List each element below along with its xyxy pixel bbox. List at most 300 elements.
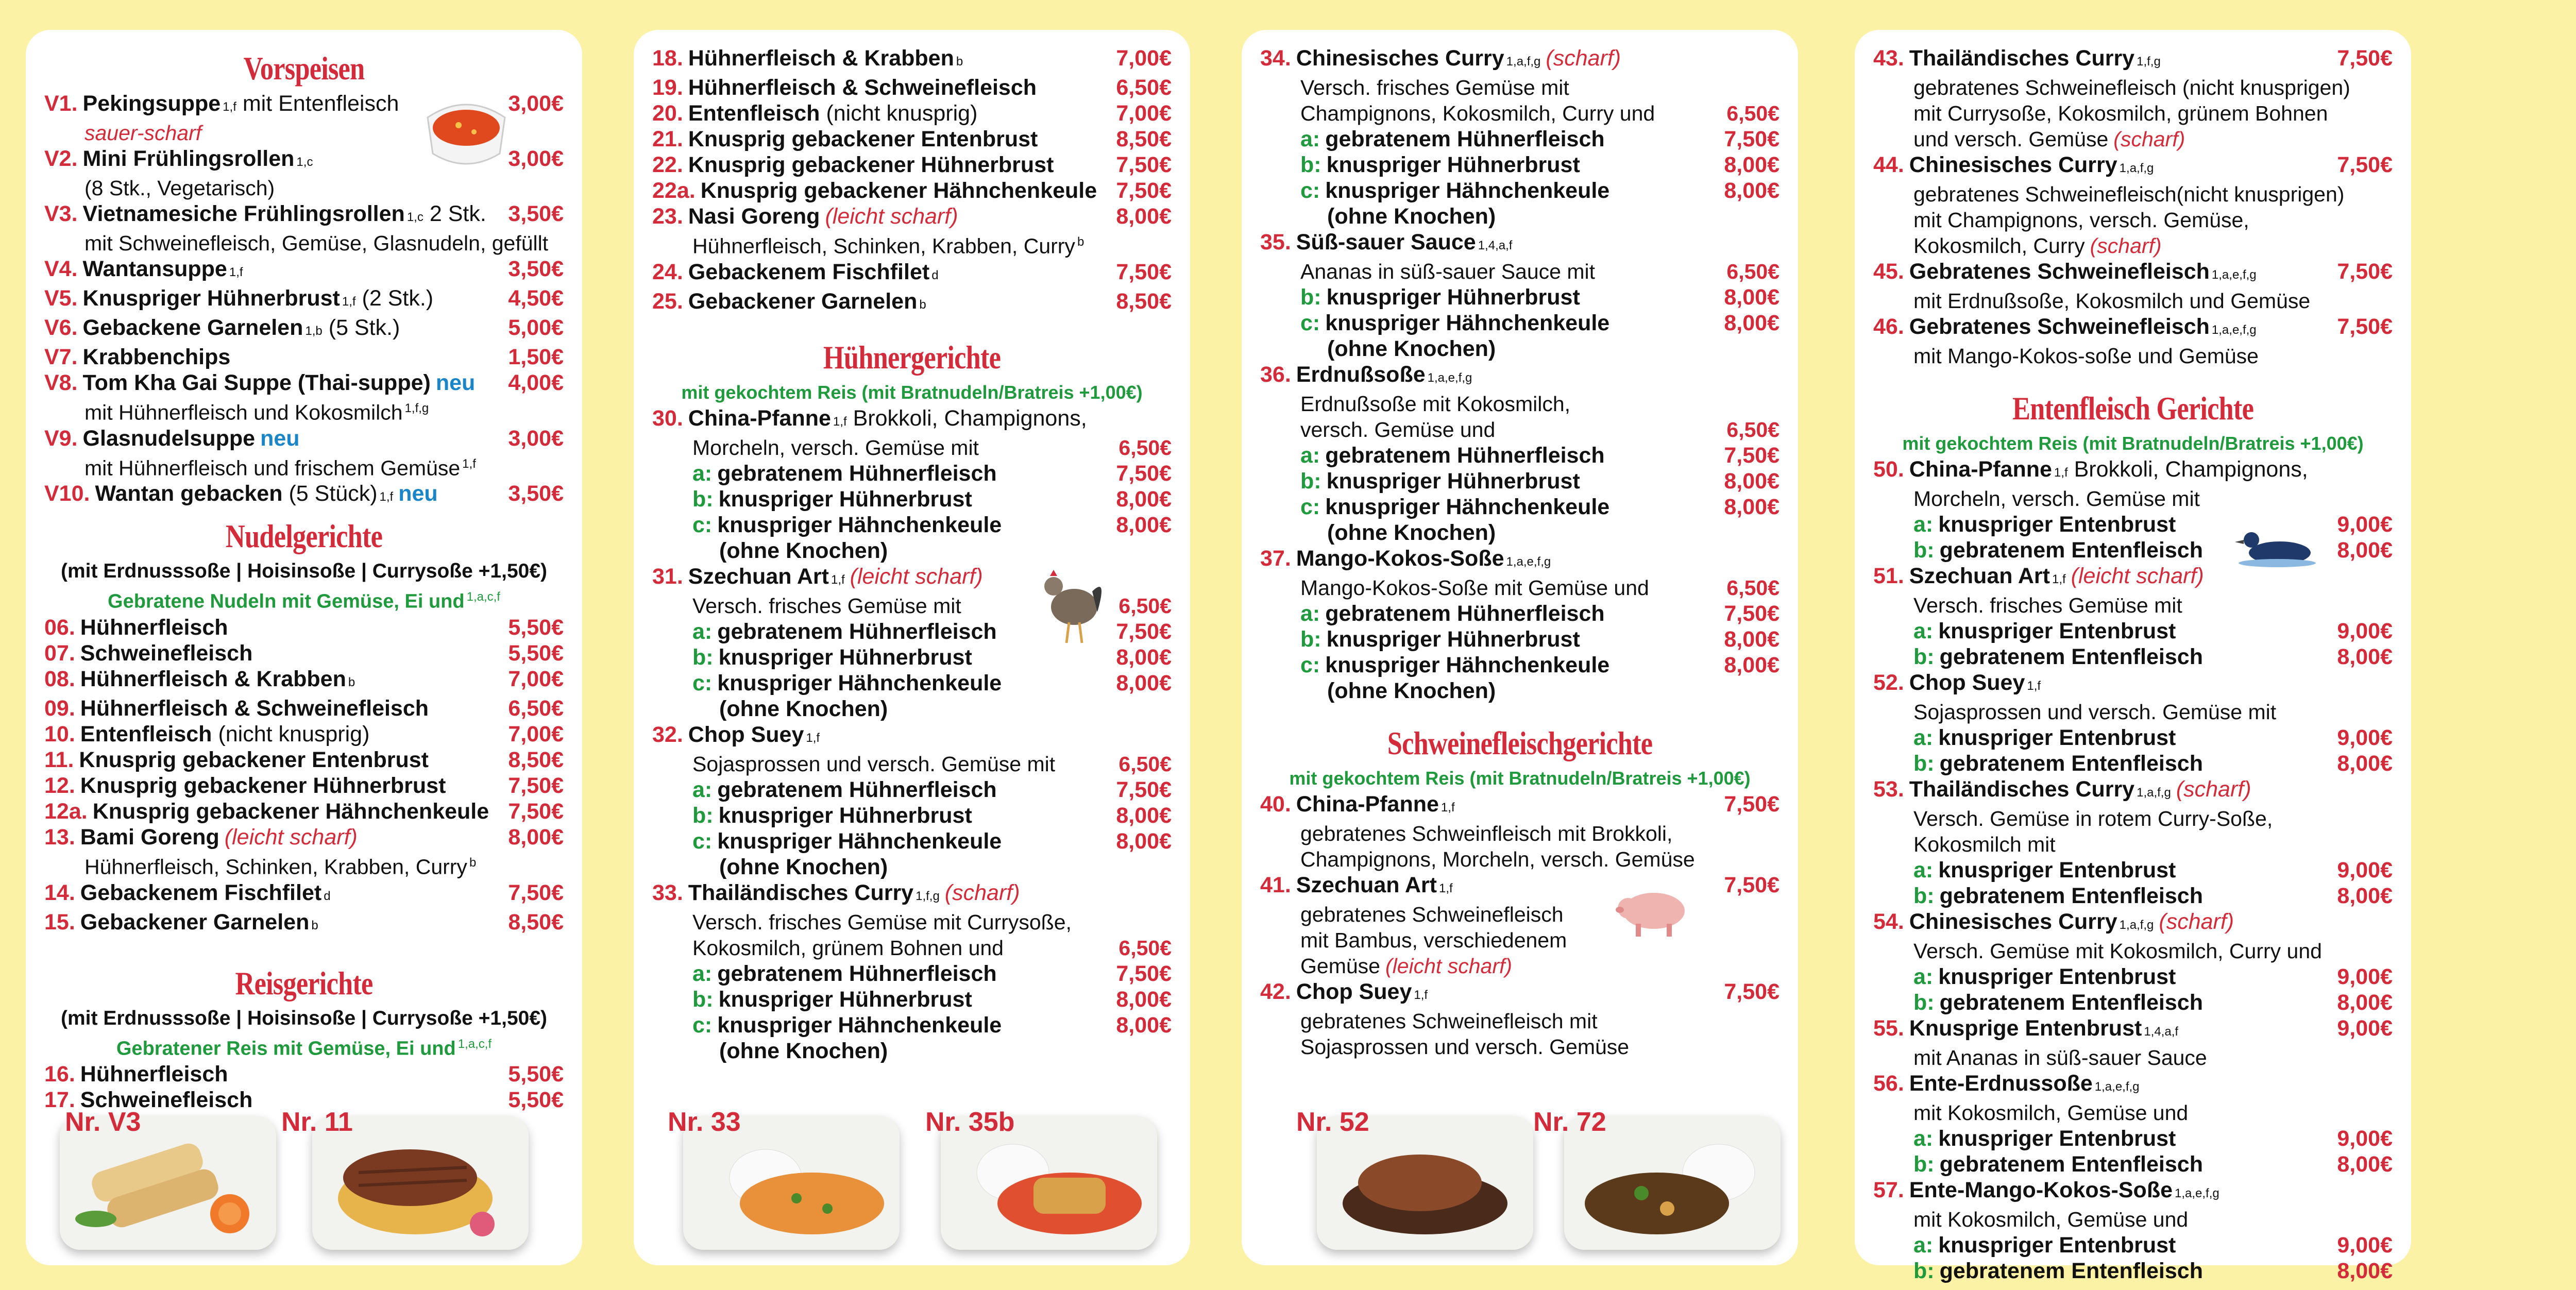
option-letter: c: <box>692 1012 713 1038</box>
description-text: mit Hühnerfleisch und Kokosmilch <box>84 400 403 425</box>
item-number: 13. <box>44 824 75 850</box>
option-letter: b: <box>692 486 714 512</box>
item-name: Knusprig gebackener Hähnchenkeule <box>700 178 1097 203</box>
menu-item <box>1873 1177 2393 1207</box>
description-text: Morcheln, versch. Gemüse mit <box>1913 487 2200 511</box>
item-name: Hühnerfleisch & Schweinefleisch <box>80 695 429 721</box>
item-name: Ente-Mango-Kokos-Soße <box>1909 1178 2173 1202</box>
item-option <box>652 987 1172 1012</box>
item-description <box>1260 1008 1780 1034</box>
item-description <box>1873 126 2393 152</box>
new-badge: neu <box>398 481 438 506</box>
option-letter: c: <box>692 828 713 854</box>
item-note: (2 Stk.) <box>362 286 434 311</box>
item-number: 51. <box>1873 564 1904 588</box>
item-name: Szechuan Art <box>688 564 829 589</box>
option-price: 9,00€ <box>2337 1233 2393 1258</box>
item-number: 22. <box>652 152 683 177</box>
option-letter: a: <box>692 619 713 644</box>
item-name: Gebackener Garnelen <box>688 288 918 314</box>
item-description <box>652 229 1172 259</box>
item-option <box>652 486 1172 512</box>
menu-item <box>44 615 564 640</box>
description-text: mit Currysoße, Kokosmilch, grünem Bohnen <box>1913 101 2328 125</box>
menu-item <box>652 288 1172 318</box>
item-number: 31. <box>652 564 683 589</box>
item-note: Brokkoli, Champignons, <box>2074 457 2308 482</box>
menu-item <box>652 152 1172 178</box>
item-number: 11. <box>44 747 74 772</box>
allergen-codes: 1,a,f,g <box>2119 918 2154 932</box>
option-name: gebratenem Hühnerfleisch <box>717 619 997 644</box>
description-text: mit Ananas in süß-sauer Sauce <box>1913 1046 2207 1070</box>
description-text: (ohne Knochen) <box>1327 678 1496 703</box>
option-price: 8,00€ <box>1116 670 1172 695</box>
option-letter: b: <box>1913 1152 1935 1177</box>
option-price: 7,50€ <box>1724 443 1780 468</box>
photo-label: Nr. V3 <box>65 1107 141 1137</box>
item-price: 5,50€ <box>508 1062 564 1087</box>
menu-item <box>44 880 564 909</box>
menu-item <box>44 773 564 799</box>
item-number: 44. <box>1873 152 1904 177</box>
item-description <box>1260 927 1780 953</box>
item-name: Ente-Erdnussoße <box>1909 1071 2093 1096</box>
item-name: Knusprig gebackener Entenbrust <box>688 127 1038 151</box>
allergen-codes: 1,a,f,g <box>2137 786 2171 800</box>
option-letter: a: <box>692 461 713 486</box>
soup-bowl-icon <box>422 97 510 174</box>
menu-item <box>44 695 564 721</box>
option-price: 7,50€ <box>1116 461 1172 486</box>
item-price: 6,50€ <box>1116 75 1172 100</box>
allergen-codes: 1,f <box>2027 679 2041 693</box>
item-name: Hühnerfleisch <box>80 1062 228 1087</box>
option-name: knuspriger Entenbrust <box>1938 1126 2176 1151</box>
option-price: 7,50€ <box>1116 777 1172 802</box>
item-price: 7,50€ <box>2337 259 2393 284</box>
section-title: Vorspeisen <box>243 50 365 87</box>
spicy-label: (scharf) <box>2113 127 2185 151</box>
option-name: knuspriger Hähnchenkeule <box>1325 311 1610 335</box>
option-name: knuspriger Entenbrust <box>1938 725 2176 750</box>
item-option <box>1260 443 1780 468</box>
photo-label: Nr. 33 <box>668 1107 741 1137</box>
item-price: 8,00€ <box>1116 204 1172 229</box>
allergen-codes: 1,f <box>2052 572 2066 586</box>
description-text: Kokosmilch, grünem Bohnen und <box>692 936 1004 960</box>
item-option <box>1873 1258 2393 1284</box>
item-option <box>1260 126 1780 152</box>
menu-item <box>44 344 564 370</box>
item-option <box>1873 857 2393 883</box>
item-name: Knusprig gebackener Hähnchenkeule <box>92 799 489 824</box>
item-name: Thailändisches Curry <box>688 880 914 905</box>
item-option <box>1873 618 2393 644</box>
description-text: mit Schweinefleisch, Gemüse, Glasnudeln, gefüllt <box>84 231 549 255</box>
section-title: Entenfleisch Gerichte <box>2012 390 2254 427</box>
spicy-label: (scharf) <box>2176 777 2251 802</box>
allergen-codes: 1,f <box>229 265 243 279</box>
description-text: versch. Gemüse und <box>1300 418 1496 442</box>
menu-item <box>1873 259 2393 288</box>
item-name: Szechuan Art <box>1909 564 2050 588</box>
description-text: mit Kokosmilch, Gemüse und <box>1913 1101 2189 1125</box>
dish-photo <box>1533 1107 1781 1250</box>
item-option <box>652 512 1172 538</box>
description-text: mit Bambus, verschiedenem <box>1300 928 1567 952</box>
option-price: 8,00€ <box>1724 653 1780 677</box>
menu-item <box>1260 362 1780 391</box>
item-number: 14. <box>44 880 75 905</box>
item-price: 5,50€ <box>508 1088 564 1113</box>
item-number: 10. <box>44 721 75 746</box>
item-description <box>652 751 1172 777</box>
item-number: 43. <box>1873 46 1904 71</box>
menu-item <box>44 256 564 285</box>
allergen-codes: 1,f <box>2054 466 2068 480</box>
menu-item <box>44 666 564 695</box>
menu-item <box>44 799 564 824</box>
description-text: Sojasprossen und versch. Gemüse mit <box>1913 700 2277 724</box>
section-title: Hühnergerichte <box>823 338 1001 376</box>
option-name: knuspriger Hähnchenkeule <box>1325 495 1610 519</box>
option-letter: a: <box>1300 443 1320 468</box>
option-name: knuspriger Entenbrust <box>1938 512 2176 537</box>
rice-note: mit gekochtem Reis (mit Bratnudeln/Bratreis +1,00€) <box>1902 433 2364 454</box>
option-price: 7,50€ <box>1724 601 1780 626</box>
option-price: 8,00€ <box>1116 803 1172 828</box>
item-name: Thailändisches Curry <box>1909 777 2135 802</box>
item-number: 30. <box>652 405 683 431</box>
item-name: Hühnerfleisch & Krabben <box>80 666 346 691</box>
section-reisgerichte <box>44 964 564 1113</box>
menu-item <box>652 75 1172 100</box>
item-name: Tom Kha Gai Suppe (Thai-suppe) <box>82 370 431 395</box>
item-number: 32. <box>652 722 683 747</box>
option-name: gebratenem Hühnerfleisch <box>717 961 997 986</box>
allergen-codes: 1,f <box>806 731 820 745</box>
allergen-codes: 1,a,e,f,g <box>1506 555 1551 569</box>
item-option <box>1260 178 1780 203</box>
description-text: gebratenes Schweinefleisch(nicht knusprigen) <box>1913 182 2345 206</box>
item-number: 37. <box>1260 546 1291 571</box>
item-number: V9. <box>44 426 78 451</box>
item-number: V2. <box>44 146 78 171</box>
spicy-label: (scharf) <box>944 880 1020 905</box>
option-price: 8,00€ <box>1724 285 1780 310</box>
option-name: gebratenem Entenfleisch <box>1939 751 2203 776</box>
description-text: (ohne Knochen) <box>719 854 888 879</box>
description-text: Kokosmilch, Curry <box>1913 234 2085 258</box>
option-name: gebratenem Hühnerfleisch <box>717 777 997 802</box>
item-name: Szechuan Art <box>1296 873 1437 897</box>
item-option <box>1873 1151 2393 1177</box>
item-note: Brokkoli, Champignons, <box>853 405 1087 431</box>
description-text: (ohne Knochen) <box>1327 204 1496 229</box>
item-description <box>652 935 1172 961</box>
dish-photos <box>652 1095 1172 1250</box>
allergen-codes: 1,f <box>462 456 476 471</box>
spicy-label: (scharf) <box>2090 234 2162 258</box>
option-price: 8,00€ <box>2337 990 2393 1015</box>
description-text: Hühnerfleisch, Schinken, Krabben, Curry <box>84 855 467 879</box>
menu-item <box>44 370 564 396</box>
item-name: Gebackenem Fischfilet <box>80 880 322 905</box>
item-option <box>652 961 1172 987</box>
option-price: 8,00€ <box>1724 495 1780 519</box>
item-name: Süß-sauer Sauce <box>1296 230 1476 254</box>
description-text: (ohne Knochen) <box>719 1038 888 1063</box>
item-description <box>1260 953 1780 979</box>
option-letter: a: <box>1913 964 1934 989</box>
description-text: Sojasprossen und versch. Gemüse mit <box>692 752 1056 776</box>
sauce-options: (mit Erdnusssoße | Hoisinsoße | Currysoße +1,50€) <box>61 560 547 583</box>
item-name: Chop Suey <box>1909 670 2025 695</box>
menu-item <box>44 426 564 451</box>
item-price: 6,50€ <box>1726 101 1780 125</box>
menu-item <box>44 481 564 510</box>
option-name: gebratenem Entenfleisch <box>1939 990 2203 1015</box>
option-name: knuspriger Hühnerbrust <box>1326 285 1580 310</box>
item-description <box>1873 592 2393 618</box>
spicy-label: (leicht scharf) <box>224 824 358 850</box>
option-name: knuspriger Hähnchenkeule <box>1325 178 1610 203</box>
photo-label: Nr. 11 <box>281 1107 353 1137</box>
option-price: 9,00€ <box>2337 512 2393 537</box>
item-price: 5,50€ <box>508 615 564 640</box>
description-text: gebratenes Schweinefleisch <box>1300 903 1564 926</box>
option-price: 8,00€ <box>1116 486 1172 512</box>
item-description <box>1260 259 1780 284</box>
item-name: Knusprige Entenbrust <box>1909 1016 2142 1041</box>
menu-item <box>1873 456 2393 486</box>
menu-item <box>652 203 1172 229</box>
item-option <box>1873 725 2393 751</box>
item-description <box>1873 233 2393 259</box>
option-name: knuspriger Entenbrust <box>1938 964 2176 989</box>
description-text: Versch. Gemüse mit Kokosmilch, Curry und <box>1913 939 2322 963</box>
allergen-codes: d <box>931 268 939 282</box>
item-number: 12a. <box>44 799 88 824</box>
menu-item <box>44 285 564 315</box>
allergen-codes: 1,f <box>342 295 356 309</box>
description-text: Kokosmilch mit <box>1913 833 2056 856</box>
option-price: 8,00€ <box>2337 884 2393 908</box>
option-name: gebratenem Entenfleisch <box>1939 644 2203 669</box>
item-number: 54. <box>1873 909 1904 934</box>
menu-item <box>44 315 564 344</box>
option-price: 7,50€ <box>1116 961 1172 986</box>
spicy-label: (leicht scharf) <box>825 204 958 229</box>
item-number: 08. <box>44 666 75 691</box>
section-huehnergerichte <box>652 338 1172 1064</box>
menu-item <box>1873 45 2393 75</box>
description-text: (ohne Knochen) <box>719 696 888 721</box>
allergen-codes: 1,a,e,f,g <box>2211 323 2257 337</box>
item-description <box>44 175 564 201</box>
menu-item <box>652 45 1172 75</box>
item-name: Wantan gebacken <box>95 481 283 506</box>
item-description <box>1873 1207 2393 1232</box>
option-price: 8,00€ <box>2337 1152 2393 1177</box>
item-price: 7,00€ <box>508 666 564 691</box>
item-description <box>1260 1034 1780 1060</box>
item-number: 20. <box>652 101 683 126</box>
option-note <box>652 1038 1172 1064</box>
option-letter: b: <box>1300 152 1321 177</box>
option-name: knuspriger Entenbrust <box>1938 1233 2176 1258</box>
section-nudelgerichte <box>44 517 564 938</box>
item-number: 24. <box>652 259 683 284</box>
item-name: Schweinefleisch <box>80 640 253 666</box>
menu-item <box>1873 670 2393 699</box>
allergen-codes: 1,f,g <box>916 889 940 903</box>
item-number: 15. <box>44 909 75 935</box>
option-price: 8,00€ <box>1724 469 1780 494</box>
item-name: Glasnudelsuppe <box>82 426 256 451</box>
item-name: Nasi Goreng <box>688 204 820 229</box>
option-letter: a: <box>692 777 713 802</box>
item-price: 7,00€ <box>508 721 564 746</box>
allergen-codes: 1,a,f,g <box>1506 55 1541 69</box>
option-name: gebratenem Entenfleisch <box>1939 538 2203 563</box>
item-description <box>1873 699 2393 725</box>
item-note: (nicht knusprig) <box>826 101 978 126</box>
menu-item <box>1260 872 1780 902</box>
item-option <box>1260 310 1780 336</box>
description-text: sauer-scharf <box>84 121 202 145</box>
option-letter: b: <box>1913 538 1935 563</box>
allergen-codes: 1,f <box>379 490 394 504</box>
option-note <box>1260 203 1780 229</box>
photo-label: Nr. 35b <box>925 1107 1015 1137</box>
menu-item <box>652 259 1172 288</box>
description-text: Versch. Gemüse in rotem Curry-Soße, <box>1913 807 2273 830</box>
item-description <box>1260 391 1780 417</box>
new-badge: neu <box>435 370 476 395</box>
item-price: 7,00€ <box>1116 101 1172 126</box>
menu-item <box>1260 791 1780 821</box>
item-price: 6,50€ <box>1118 593 1172 618</box>
item-number: 07. <box>44 640 75 666</box>
item-name: Knusprig gebackener Hühnerbrust <box>80 773 446 798</box>
allergen-codes: 1,f <box>1438 881 1453 895</box>
item-number: 21. <box>652 127 683 151</box>
item-option <box>1873 751 2393 776</box>
item-option <box>652 777 1172 803</box>
option-price: 7,50€ <box>1116 619 1172 644</box>
item-number: 41. <box>1260 873 1291 897</box>
rice-note: mit gekochtem Reis (mit Bratnudeln/Bratreis +1,00€) <box>1289 768 1751 789</box>
menu-item <box>1873 1015 2393 1045</box>
item-description <box>1873 806 2393 831</box>
item-name: Schweinefleisch <box>80 1088 253 1113</box>
option-name: knuspriger Hähnchenkeule <box>717 670 1002 695</box>
item-name: Vietnamesiche Frühlingsrollen <box>82 201 405 226</box>
option-letter: b: <box>1300 627 1321 652</box>
item-number: 46. <box>1873 314 1904 339</box>
item-description <box>1873 486 2393 512</box>
item-name: Chinesisches Curry <box>1909 152 2117 177</box>
item-name: Entenfleisch <box>688 101 820 126</box>
item-name: Pekingsuppe <box>82 91 221 116</box>
item-number: 09. <box>44 695 75 721</box>
option-name: gebratenem Entenfleisch <box>1939 884 2203 908</box>
item-name: Wantansuppe <box>82 257 227 281</box>
allergen-codes: 1,a,e,f,g <box>2094 1080 2140 1094</box>
item-price: 3,50€ <box>508 201 564 226</box>
menu-panel-4 <box>1855 30 2411 1283</box>
item-note: (5 Stück) <box>289 481 378 506</box>
item-price: 7,50€ <box>2337 314 2393 339</box>
item-option <box>1873 964 2393 990</box>
item-name: Chinesisches Curry <box>1909 909 2117 934</box>
allergen-codes: 1,f <box>1440 801 1455 814</box>
option-letter: c: <box>1300 495 1320 519</box>
option-price: 9,00€ <box>2337 1126 2393 1151</box>
menu-item <box>652 722 1172 751</box>
description-text: mit Champignons, versch. Gemüse, <box>1913 208 2249 232</box>
spicy-label: (leicht scharf) <box>1385 954 1513 978</box>
description-text: Sojasprossen und versch. Gemüse <box>1300 1035 1630 1059</box>
option-letter: a: <box>1913 858 1934 882</box>
item-price: 7,50€ <box>1724 873 1780 897</box>
allergen-codes: b <box>469 855 477 870</box>
option-price: 8,00€ <box>1724 178 1780 203</box>
option-letter: b: <box>1913 884 1935 908</box>
menu-item <box>652 405 1172 435</box>
option-letter: a: <box>1300 601 1320 626</box>
description-text: Gemüse <box>1300 954 1380 978</box>
description-text: mit Erdnußsoße, Kokosmilch und Gemüse <box>1913 289 2311 313</box>
dish-photo <box>668 1107 900 1250</box>
description-text: gebratenes Schweinefleisch mit <box>1300 1009 1598 1033</box>
item-name: Gebackenem Fischfilet <box>688 259 930 284</box>
allergen-codes: 1,a,e,f,g <box>2211 268 2257 282</box>
item-number: 53. <box>1873 777 1904 802</box>
description-text: Versch. frisches Gemüse mit <box>1300 76 1569 99</box>
item-description <box>1873 288 2393 314</box>
option-name: knuspriger Hähnchenkeule <box>717 1012 1002 1038</box>
item-number: 12. <box>44 773 75 798</box>
item-price: 9,00€ <box>2337 1016 2393 1041</box>
item-price: 8,50€ <box>508 747 564 772</box>
item-option <box>1873 644 2393 670</box>
new-badge: neu <box>260 426 300 451</box>
item-note: 2 Stk. <box>429 201 486 226</box>
item-name: Gebackener Garnelen <box>80 909 310 935</box>
item-name: Erdnußsoße <box>1296 362 1426 387</box>
item-price: 6,50€ <box>508 695 564 721</box>
option-letter: b: <box>692 803 714 828</box>
item-price: 8,00€ <box>508 824 564 850</box>
item-description <box>1260 417 1780 443</box>
item-description <box>652 435 1172 461</box>
dish-photo <box>60 1107 276 1250</box>
option-letter: c: <box>692 512 713 537</box>
item-number: 34. <box>1260 46 1291 71</box>
option-letter: c: <box>1300 653 1320 677</box>
option-price: 8,00€ <box>1724 311 1780 335</box>
item-number: 16. <box>44 1062 75 1087</box>
item-option <box>1873 990 2393 1015</box>
menu-item <box>44 1061 564 1087</box>
allergen-codes: 1,a,e,f,g <box>2175 1186 2219 1200</box>
item-option <box>1260 601 1780 626</box>
item-price: 7,50€ <box>508 880 564 905</box>
item-number: V10. <box>44 481 90 506</box>
